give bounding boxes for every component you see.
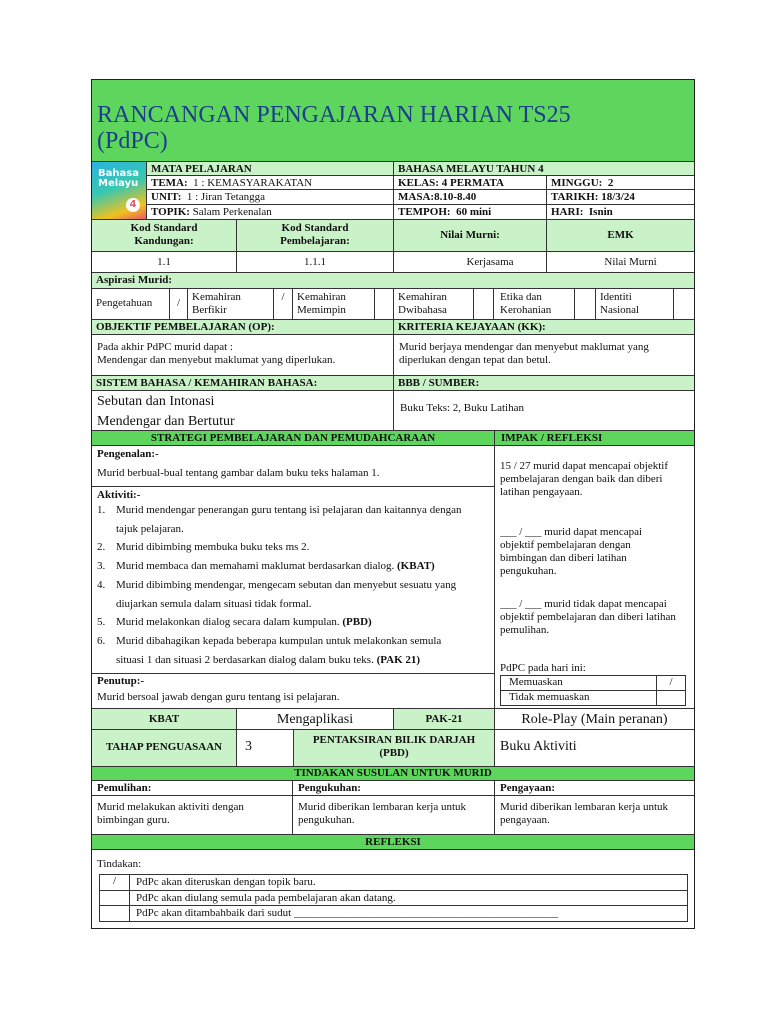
duration-label: TEMPOH: [398, 206, 451, 218]
rating-satisfactory-mark: / [657, 676, 685, 691]
criteria-line1: Murid berjaya mendengar dan menyebut maklumat yang [399, 341, 649, 353]
reflection-mark-1: / [100, 875, 130, 891]
aspirations-label: Aspirasi Murid: [92, 273, 694, 289]
reflection-action-table [99, 874, 688, 922]
aspiration-1-mark: / [170, 289, 188, 319]
class-value: 4 PERMATA [441, 177, 504, 189]
closing-text: Murid bersoal jawab dengan guru tentang isi pelajaran. [97, 691, 340, 703]
objectives-line2: Mendengar dan menyebut maklumat yang diperlukan. [97, 354, 336, 366]
resources-value: Buku Teks: 2, Buku Latihan [394, 391, 694, 431]
mastery-value: 3 [237, 730, 294, 767]
day-label: HARI: [551, 206, 584, 218]
time-value: 8.10-8.40 [434, 191, 477, 203]
cover-brand-line1: Bahasa [98, 168, 139, 179]
aspiration-5-line2: Kerohanian [500, 304, 552, 316]
pbd-value: Buku Aktiviti [495, 730, 694, 767]
activity-number: 6. [97, 635, 106, 647]
impact-paragraph-1 [500, 460, 668, 499]
rating-satisfactory: Memuaskan [501, 676, 657, 691]
impact-p3-line3: pemulihan. [500, 624, 550, 636]
activities-label: Aktiviti:- [97, 489, 141, 501]
aspiration-3 [293, 289, 375, 319]
reflection-option-2: PdPc akan diulang semula pada pembelajaran akan datang. [130, 891, 687, 906]
learning-standard-label-line2: Pembelajaran: [280, 235, 350, 247]
criteria-label: KRITERIA KEJAYAAN (KK): [394, 320, 694, 335]
pbd-label [294, 730, 495, 767]
aspiration-3-mark [375, 289, 394, 319]
impact-p1-line2: pembelajaran dengan baik dan diberi [500, 473, 663, 485]
page-title [97, 102, 571, 154]
content-standard-header [92, 220, 237, 252]
activity-line2: diujarkan semula dalam situasi tidak formal. [116, 598, 312, 610]
activity-number: 3. [97, 560, 106, 572]
objectives-label: OBJEKTIF PEMBELAJARAN (OP): [92, 320, 394, 335]
pdpc-label: PdPC pada hari ini: [500, 662, 586, 674]
aspiration-2-line2: Berfikir [192, 304, 227, 316]
theme-label: TEMA: [151, 177, 188, 189]
enrich-label: Pengayaan: [495, 781, 694, 796]
learning-standard-value: 1.1.1 [237, 252, 394, 273]
activity-number: 5. [97, 616, 106, 628]
impact-p1-line3: latihan pengayaan. [500, 486, 583, 498]
pbd-label-line1: PENTAKSIRAN BILIK DARJAH [312, 734, 476, 746]
remedial-line1: Murid melakukan aktiviti dengan [97, 801, 244, 813]
impact-p2-line3: bimbingan dan diberi latihan [500, 552, 627, 564]
aspiration-3-line2: Memimpin [297, 304, 346, 316]
divider [92, 673, 494, 674]
objectives-text [92, 335, 394, 376]
content-standard-label-line1: Kod Standard [130, 222, 198, 234]
page-title-line2: (PdPC) [97, 128, 168, 154]
aspiration-4 [394, 289, 474, 319]
aspiration-5-mark [575, 289, 596, 319]
divider [92, 486, 494, 487]
activity-line1: Murid mendengar penerangan guru tentang isi pelajaran dan kaitannya dengan [116, 504, 462, 516]
aspiration-4-line2: Dwibahasa [398, 304, 447, 316]
unit-label: UNIT: [151, 191, 182, 203]
week-field [547, 176, 694, 190]
unit-value: 1 : Jiran Tetangga [186, 191, 266, 203]
activities-list [92, 504, 492, 672]
impact-p3-line1: ___ / ___ murid tidak dapat mencapai [500, 598, 667, 610]
aspiration-4-line1: Kemahiran [398, 291, 447, 303]
language-system-label: SISTEM BAHASA / KEMAHIRAN BAHASA: [92, 376, 394, 391]
impact-paragraph-3 [500, 598, 676, 637]
activity-line2: situasi 1 dan situasi 2 berdasarkan dialog dalam buku teks. [116, 654, 374, 666]
date-label: TARIKH: [551, 191, 599, 203]
unit-field [147, 190, 394, 205]
aspiration-2-line1: Kemahiran [192, 291, 241, 303]
impact-p3-line2: objektif pembelajaran dan diberi latihan [500, 611, 676, 623]
pdpc-rating-table [500, 675, 686, 706]
reflection-label: REFLEKSI [92, 835, 694, 850]
activity-line1: Murid dibimbing membuka buku teks ms 2. [116, 541, 310, 553]
remedial-label: Pemulihan: [92, 781, 293, 796]
activity-line1: Murid melakonkan dialog secara dalam kumpulan. [116, 616, 340, 628]
cover-brand-line2: Melayu [98, 178, 139, 189]
aspiration-2-mark: / [274, 289, 293, 319]
criteria-line2: diperlukan dengan tepat dan betul. [399, 354, 551, 366]
aspiration-3-line1: Kemahiran [297, 291, 346, 303]
reinforce-line1: Murid diberikan lembaran kerja untuk [298, 801, 467, 813]
strategy-body [92, 446, 495, 708]
activity-number: 2. [97, 541, 106, 553]
emk-header: EMK [547, 220, 694, 252]
title-banner [92, 80, 694, 162]
objectives-line1: Pada akhir PdPC murid dapat : [97, 341, 233, 353]
emk-value: Nilai Murni [547, 252, 694, 273]
date-value: 18/3/24 [601, 191, 635, 203]
topic-field [147, 205, 394, 220]
duration-value: 60 mini [456, 206, 492, 218]
pbd-label-line2: (PBD) [379, 747, 409, 759]
activity-item [92, 504, 492, 541]
language-system-line1: Sebutan dan Intonasi [97, 394, 215, 409]
day-field [547, 205, 694, 220]
aspirations-row [92, 289, 694, 320]
duration-field [394, 205, 547, 220]
impact-label: IMPAK / REFLEKSI [495, 431, 694, 446]
impact-p2-line4: pengukuhan. [500, 565, 557, 577]
pak21-label: PAK-21 [394, 708, 495, 730]
textbook-cover-image [92, 162, 147, 220]
learning-standard-label-line1: Kod Standard [281, 222, 349, 234]
activity-item [92, 560, 492, 579]
rating-unsatisfactory: Tidak memuaskan [501, 691, 657, 705]
content-standard-value: 1.1 [92, 252, 237, 273]
followup-label: TINDAKAN SUSULAN UNTUK MURID [92, 767, 694, 781]
topic-value: Salam Perkenalan [192, 206, 272, 218]
date-field [547, 190, 694, 205]
aspiration-5-line1: Etika dan [500, 291, 542, 303]
subject-value: BAHASA MELAYU TAHUN 4 [394, 162, 694, 176]
reflection-option-3: PdPc akan ditambahbaik dari sudut ________________________________________________ [136, 907, 558, 919]
activity-line1: Murid membaca dan memahami maklumat berdasarkan dialog. [116, 560, 395, 572]
reflection-option-1: PdPc akan diteruskan dengan topik baru. [130, 875, 687, 891]
cover-brand [98, 169, 139, 189]
language-system-line2: Mendengar dan Bertutur [97, 414, 235, 429]
day-value: Isnin [588, 206, 613, 218]
pak21-value: Role-Play (Main peranan) [495, 708, 694, 730]
time-label: MASA: [398, 191, 435, 203]
intro-text: Murid berbual-bual tentang gambar dalam buku teks halaman 1. [97, 467, 380, 479]
kbat-label: KBAT [92, 708, 237, 730]
criteria-text [394, 335, 694, 376]
aspiration-2 [188, 289, 274, 319]
activity-number: 1. [97, 504, 106, 516]
mastery-label: TAHAP PENGUASAAN [92, 730, 237, 767]
enrich-text [495, 796, 694, 835]
reinforce-line2: pengukuhan. [298, 814, 355, 826]
enrich-line1: Murid diberikan lembaran kerja untuk [500, 801, 669, 813]
aspiration-1 [92, 289, 170, 319]
learning-standard-header [237, 220, 394, 252]
activity-line1: Murid dibimbing mendengar, mengecam sebutan dan menyebut sesuatu yang [116, 579, 457, 591]
activity-tag: (PAK 21) [376, 654, 421, 666]
aspiration-6-line1: Identiti [600, 291, 632, 303]
aspiration-6 [596, 289, 674, 319]
activity-number: 4. [97, 579, 106, 591]
remedial-text [92, 796, 293, 835]
impact-p1-line1: 15 / 27 murid dapat mencapai objektif [500, 460, 669, 472]
topic-label: TOPIK: [151, 206, 190, 218]
activity-line1: Murid dibahagikan kepada beberapa kumpulan untuk melakonkan semula [116, 635, 442, 647]
impact-p2-line2: objektif pembelajaran dengan [500, 539, 631, 551]
theme-field [147, 176, 394, 190]
aspiration-6-line2: Nasional [600, 304, 640, 316]
enrich-line2: pengayaan. [500, 814, 550, 826]
impact-paragraph-2 [500, 526, 642, 578]
class-field [394, 176, 547, 190]
activity-line2: tajuk pelajaran. [116, 523, 184, 535]
intro-label: Pengenalan:- [97, 448, 159, 460]
rating-unsatisfactory-mark [657, 691, 685, 705]
aspiration-6-mark [674, 289, 694, 319]
activity-item [92, 616, 492, 635]
content-standard-label-line2: Kandungan: [134, 235, 194, 247]
subject-label: MATA PELAJARAN [147, 162, 394, 176]
kbat-value: Mengaplikasi [237, 708, 394, 730]
reinforce-text [293, 796, 495, 835]
activity-item [92, 541, 492, 560]
closing-label: Penutup:- [97, 675, 145, 687]
week-label: MINGGU: [551, 177, 603, 189]
reflection-mark-3 [100, 906, 130, 921]
activity-tag: (PBD) [342, 616, 372, 628]
resources-label: BBB / SUMBER: [394, 376, 694, 391]
class-label: KELAS: [398, 177, 439, 189]
time-field [394, 190, 547, 205]
activity-tag: (KBAT) [397, 560, 435, 572]
activity-item [92, 579, 492, 616]
aspiration-1-label: Pengetahuan [96, 297, 153, 309]
values-value: Kerjasama [394, 252, 547, 273]
remedial-line2: bimbingan guru. [97, 814, 170, 826]
aspiration-4-mark [474, 289, 494, 319]
week-value: 2 [607, 177, 614, 189]
lesson-plan-form [91, 79, 695, 929]
reflection-mark-2 [100, 891, 130, 906]
theme-value: 1 : KEMASYARAKATAN [193, 177, 313, 189]
page-title-line1: RANCANGAN PENGAJARAN HARIAN TS25 [97, 102, 571, 128]
impact-body [495, 446, 694, 708]
reinforce-label: Pengukuhan: [293, 781, 495, 796]
values-header: Nilai Murni: [394, 220, 547, 252]
impact-p2-line1: ___ / ___ murid dapat mencapai [500, 526, 643, 538]
aspiration-5 [494, 289, 575, 319]
language-system-text [92, 391, 394, 431]
reflection-action-label: Tindakan: [97, 858, 142, 870]
strategy-label: STRATEGI PEMBELAJARAN DAN PEMUDAHCARAAN [92, 431, 495, 446]
activity-item [92, 635, 492, 672]
cover-grade-badge: 4 [126, 198, 140, 212]
